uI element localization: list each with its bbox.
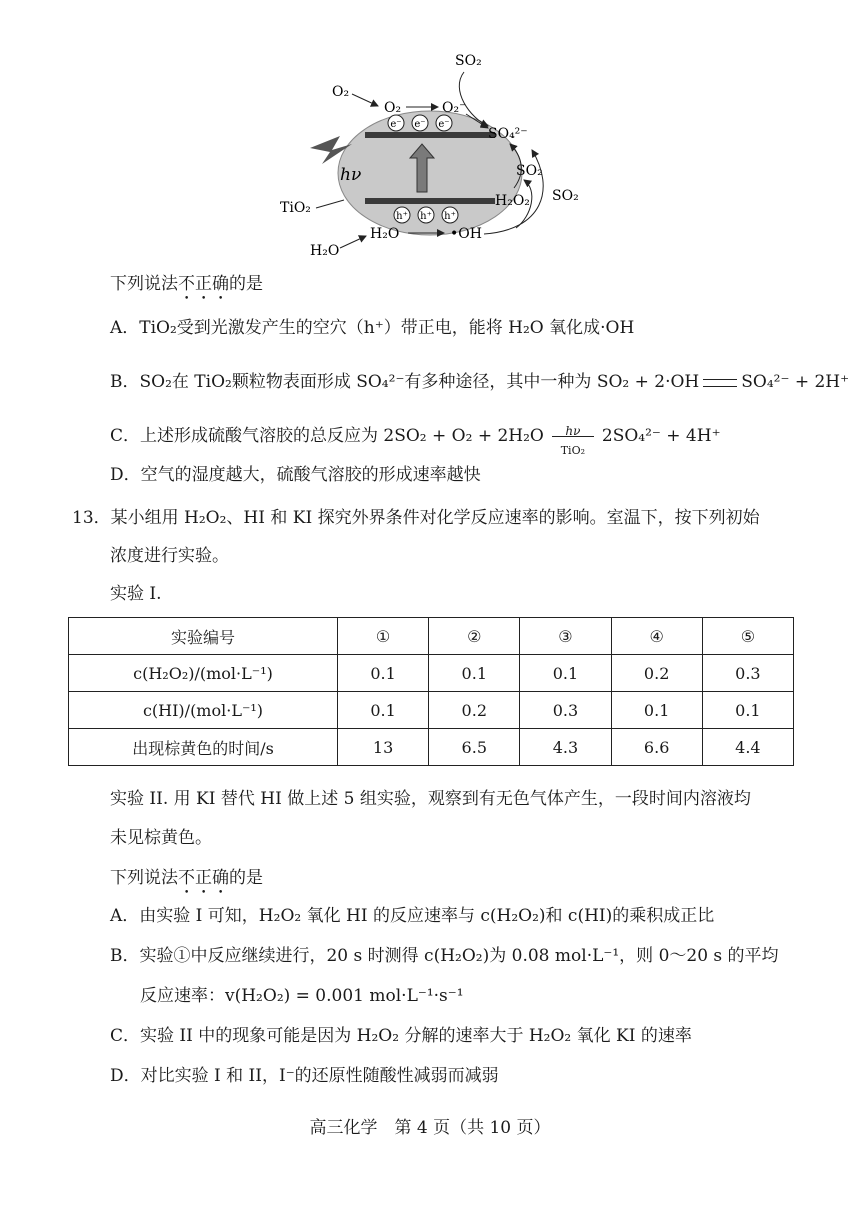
q13-option-b-line2: 反应速率：v(H₂O₂) = 0.001 mol·L⁻¹·s⁻¹ — [140, 986, 464, 1006]
experiment-1-label: 实验 I. — [110, 584, 162, 604]
oh-label: •OH — [450, 226, 482, 242]
so2-right1-label: SO₂ — [516, 163, 543, 179]
svg-text:e⁻: e⁻ — [390, 119, 402, 130]
q13-option-c: C．实验 II 中的现象可能是因为 H₂O₂ 分解的速率大于 H₂O₂ 氧化 KI 的速率 — [110, 1026, 692, 1046]
svg-text:h⁺: h⁺ — [420, 211, 432, 222]
q13-option-d: D．对比实验 I 和 II，I⁻的还原性随酸性减弱而减弱 — [110, 1066, 499, 1086]
h2o-in-label: H₂O — [370, 226, 400, 242]
electron-group — [388, 115, 452, 131]
table-row: c(H₂O₂)/(mol·L⁻¹) 0.1 0.1 0.1 0.2 0.3 — [69, 655, 794, 692]
valence-band — [365, 198, 495, 204]
h2o2-label: H₂O₂ — [495, 193, 530, 209]
reaction-condition: hν TiO₂ — [550, 425, 596, 449]
q13-option-a: A．由实验 I 可知，H₂O₂ 氧化 HI 的反应速率与 c(H₂O₂)和 c(HI)的乘积成正比 — [110, 906, 715, 926]
experiment-table — [68, 617, 794, 766]
table-row: c(HI)/(mol·L⁻¹) 0.1 0.2 0.3 0.1 0.1 — [69, 692, 794, 729]
hv-label: hν — [340, 165, 362, 185]
q12-option-c: C．上述形成硫酸气溶胶的总反应为 2SO₂ + O₂ + 2H₂O hν TiO₂ 2SO₄²⁻ + 4H⁺ — [110, 423, 721, 457]
o2-mid-label: O₂ — [384, 100, 402, 116]
table-row: 出现棕黄色的时间/s 13 6.5 4.3 6.6 4.4 — [69, 729, 794, 766]
experiment-2-line1: 实验 II. 用 KI 替代 HI 做上述 5 组实验，观察到有无色气体产生，一段时间内溶液均 — [110, 789, 751, 809]
conduction-band — [365, 132, 495, 138]
svg-text:h⁺: h⁺ — [396, 211, 408, 222]
q13-option-b-line1: B．实验①中反应继续进行，20 s 时测得 c(H₂O₂)为 0.08 mol·L⁻¹，则 0～20 s 的平均 — [110, 946, 779, 966]
svg-text:e⁻: e⁻ — [414, 119, 426, 130]
so2-top-label: SO₂ — [455, 53, 482, 69]
o2-minus-label: O₂⁻ — [442, 100, 467, 116]
q12-option-b: B．SO₂在 TiO₂颗粒物表面形成 SO₄²⁻有多种途径，其中一种为 SO₂ + 2·OH SO₄²⁻ + 2H⁺ — [110, 372, 850, 392]
q13-stem-line1: 13．某小组用 H₂O₂、HI 和 KI 探究外界条件对化学反应速率的影响。室温下，按下列初始 — [72, 508, 760, 528]
svg-text:h⁺: h⁺ — [444, 211, 456, 222]
hole-group — [394, 207, 458, 223]
svg-text:e⁻: e⁻ — [438, 119, 450, 130]
q12-option-d: D．空气的湿度越大，硫酸气溶胶的形成速率越快 — [110, 465, 481, 485]
q12-stem: 下列说法不正确的是 — [110, 274, 263, 294]
o2-in-label: O₂ — [332, 84, 350, 100]
h2o-out-label: H₂O — [310, 243, 340, 259]
page-footer: 高三化学 第 4 页（共 10 页） — [309, 1118, 551, 1138]
q13-stem-line2: 浓度进行实验。 — [110, 546, 229, 566]
experiment-2-line2: 未见棕黄色。 — [110, 828, 212, 848]
so4-label: SO₄²⁻ — [488, 126, 528, 142]
so2-right2-label: SO₂ — [552, 188, 579, 204]
equals-sign — [703, 379, 737, 387]
q12-option-a: A．TiO₂受到光激发产生的空穴（h⁺）带正电，能将 H₂O 氧化成·OH — [110, 318, 635, 338]
table-header-row: 实验编号 ① ② ③ ④ ⑤ — [69, 618, 794, 655]
q13-stem: 下列说法不正确的是 — [110, 868, 263, 888]
tio2-label: TiO₂ — [280, 200, 311, 216]
tio2-photocatalysis-figure — [270, 40, 600, 265]
